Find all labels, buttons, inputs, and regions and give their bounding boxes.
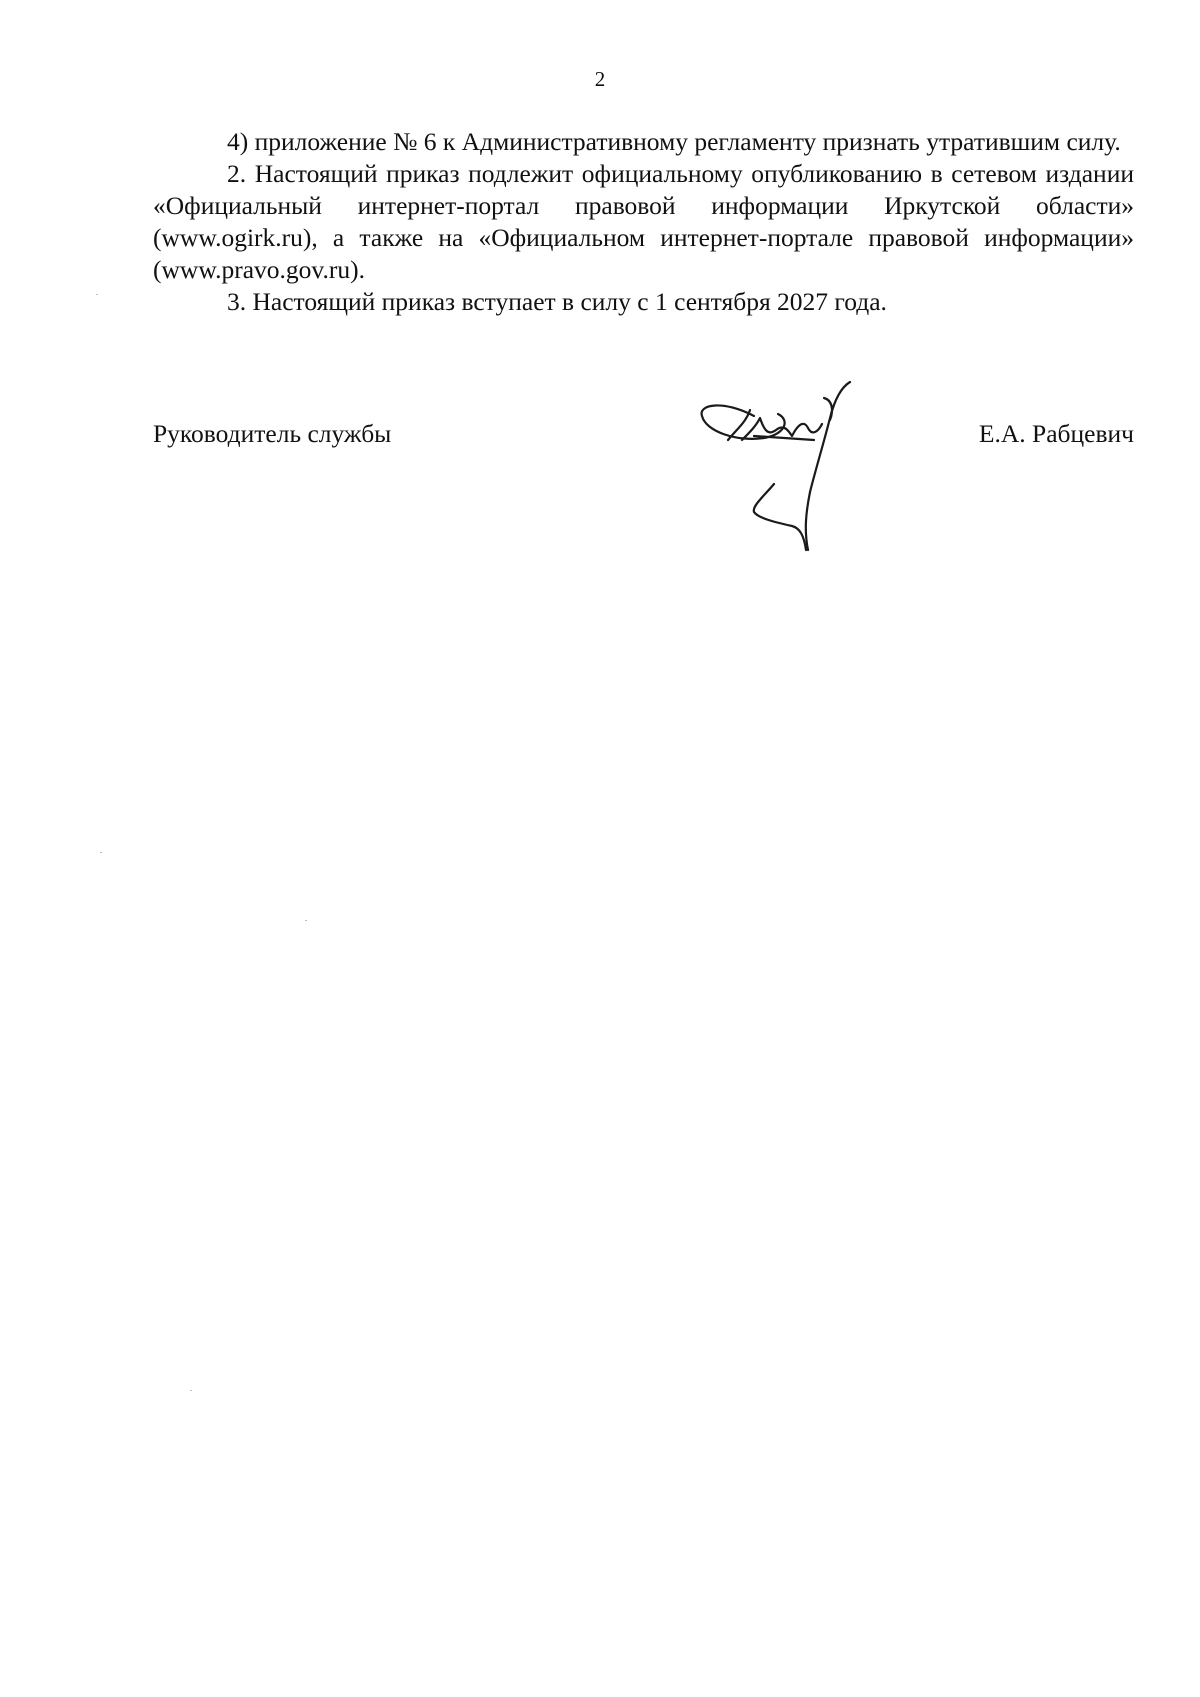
signer-position: Руководитель службы [153,419,392,448]
document-body [153,126,1134,318]
paragraph-clause-2: 2. Настоящий приказ подлежит официальному опубликованию в сетевом издании «Официальный интернет-портал правовой информации Иркутской области» (www.ogirk.ru), а также на «Официальном интернет-портале правовой информации» (www.pravo.gov.ru). [153,159,1134,284]
paragraph-clause-3: 3. Настоящий приказ вступает в силу с 1 сентября 2027 года. [227,287,887,316]
signature-block [153,418,1134,458]
signer-name: Е.А. Рабцевич [978,419,1134,448]
handwritten-signature [694,380,914,560]
page-number: 2 [594,67,606,91]
scan-speck [96,294,98,295]
scan-speck [190,1390,192,1391]
scan-speck [100,852,102,853]
paragraph-item-4: 4) приложение № 6 к Административному регламенту признать утратившим силу. [227,127,1121,156]
scan-speck [305,920,307,921]
